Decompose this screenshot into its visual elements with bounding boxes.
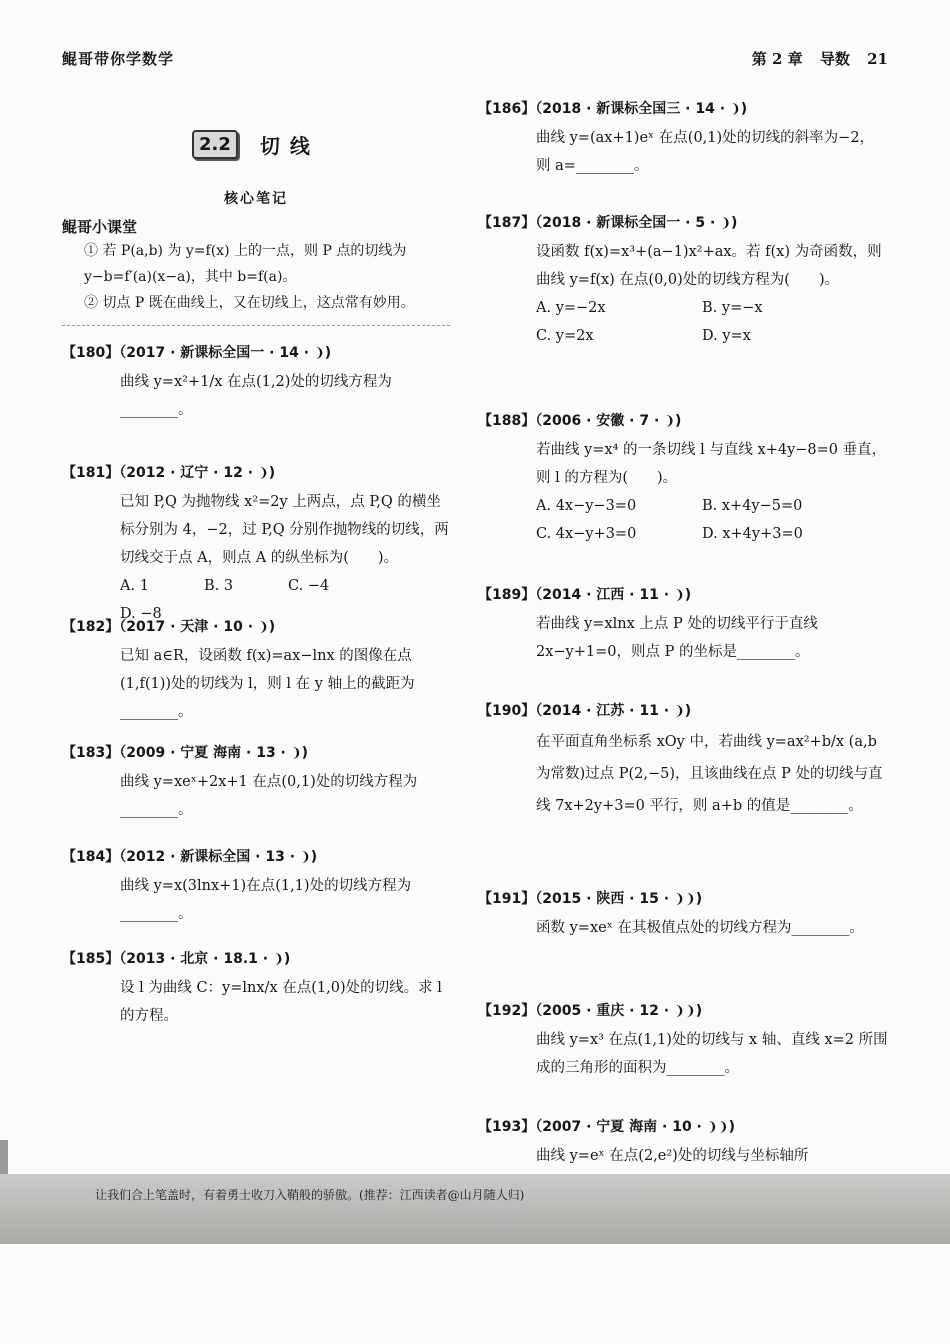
header-chapter-info xyxy=(740,48,888,69)
header-chapter: 第 2 章 xyxy=(751,50,803,68)
problem-186 xyxy=(478,98,888,180)
problem-187 xyxy=(478,212,888,350)
footer-quote: 让我们合上笔盖时，有着勇士收刀入鞘般的骄傲。(推荐：江西读者@山月随人归) xyxy=(95,1188,525,1202)
problem-header: 【189】（2014 · 江西 · 11 · ❩) xyxy=(478,587,692,603)
problem-text: 曲线 y=x²+1/x 在点(1,2)处的切线方程为________。 xyxy=(120,374,392,418)
difficulty-icon: ❩ xyxy=(673,588,685,603)
problem-180 xyxy=(62,342,452,424)
problem-header: 【191】（2015 · 陕西 · 15 · ❩❩) xyxy=(478,891,703,907)
problem-text: 设函数 f(x)=x³+(a−1)x²+ax。若 f(x) 为奇函数，则曲线 y=f(x) 在点(0,0)处的切线方程为( )。 xyxy=(536,244,882,288)
problem-192 xyxy=(478,1000,888,1082)
problem-189 xyxy=(478,584,888,666)
header-topic: 导数 xyxy=(819,50,850,68)
problem-header: 【183】（2009 · 宁夏 海南 · 13 · ❩) xyxy=(62,745,309,761)
difficulty-icon: ❩ xyxy=(272,952,284,967)
problem-text: 已知 P,Q 为抛物线 x²=2y 上两点，点 P,Q 的横坐标分别为 4，−2，过 P,Q 分别作抛物线的切线，两切线交于点 A，则点 A 的纵坐标为( )。 xyxy=(120,494,449,566)
problem-181 xyxy=(62,462,452,628)
options: A. y=−2x B. y=−x C. y=2x D. y=x xyxy=(536,300,763,344)
problem-text: 在平面直角坐标系 xOy 中，若曲线 y=ax²+b/x (a,b 为常数)过点 P(2,−5)，且该曲线在点 P 处的切线与直线 7x+2y+3=0 平行，则 a+b 的值是________。 xyxy=(536,734,883,814)
difficulty-icon: ❩ xyxy=(729,102,741,117)
difficulty-icon: ❩ xyxy=(664,414,676,429)
section-title: 切线 xyxy=(259,134,320,158)
difficulty-icon: ❩❩ xyxy=(673,892,696,907)
problem-header: 【182】（2017 · 天津 · 10 · ❩) xyxy=(62,619,276,635)
difficulty-icon: ❩ xyxy=(290,746,302,761)
note-item-1: ① 若 P(a,b) 为 y=f(x) 上的一点，则 P 点的切线为 y−b=f′(a)(x−a)，其中 b=f(a)。 xyxy=(84,243,407,285)
class-title: 鲲哥小课堂 xyxy=(62,218,138,236)
problem-text: 曲线 y=x³ 在点(1,1)处的切线与 x 轴、直线 x=2 所围成的三角形的面积为________。 xyxy=(536,1032,888,1076)
problem-header: 【180】（2017 · 新课标全国一 · 14 · ❩) xyxy=(62,345,332,361)
difficulty-icon: ❩ xyxy=(257,620,269,635)
problem-183 xyxy=(62,742,452,824)
notes-title: 核心笔记 xyxy=(224,191,288,207)
section-heading xyxy=(192,130,320,159)
problem-text: 曲线 y=xeˣ+2x+1 在点(0,1)处的切线方程为________。 xyxy=(120,774,418,818)
problem-188 xyxy=(478,410,888,548)
problem-text: 曲线 y=eˣ 在点(2,e²)处的切线与坐标轴所 xyxy=(536,1148,809,1164)
divider xyxy=(62,325,450,326)
header-book-title: 鲲哥带你学数学 xyxy=(62,50,175,68)
difficulty-icon: ❩❩ xyxy=(706,1120,729,1135)
footer-band xyxy=(0,1174,950,1244)
options: A. 1 B. 3 C. −4 D. −8 xyxy=(120,578,330,622)
problem-header: 【190】（2014 · 江苏 · 11 · ❩) xyxy=(478,703,692,719)
problem-header: 【184】（2012 · 新课标全国 · 13 · ❩) xyxy=(62,849,318,865)
problem-header: 【193】（2007 · 宁夏 海南 · 10 · ❩❩) xyxy=(478,1119,735,1135)
problem-text: 设 l 为曲线 C：y=lnx/x 在点(1,0)处的切线。求 l 的方程。 xyxy=(120,980,442,1024)
options: A. 4x−y−3=0 B. x+4y−5=0 C. 4x−y+3=0 D. x+4y+3=0 xyxy=(536,498,803,542)
section-number: 2.2 xyxy=(192,130,238,159)
problem-193 xyxy=(478,1116,888,1170)
problem-text: 若曲线 y=x⁴ 的一条切线 l 与直线 x+4y−8=0 垂直，则 l 的方程为( )。 xyxy=(536,442,887,486)
problem-191 xyxy=(478,888,888,942)
difficulty-icon: ❩ xyxy=(313,346,325,361)
problem-header: 【192】（2005 · 重庆 · 12 · ❩❩) xyxy=(478,1003,703,1019)
problem-182 xyxy=(62,616,452,726)
problem-text: 若曲线 y=xlnx 上点 P 处的切线平行于直线 2x−y+1=0，则点 P 的坐标是________。 xyxy=(536,616,818,660)
problem-header: 【188】（2006 · 安徽 · 7 · ❩) xyxy=(478,413,682,429)
problem-header: 【181】（2012 · 辽宁 · 12 · ❩) xyxy=(62,465,276,481)
problem-190 xyxy=(478,700,888,822)
problem-text: 曲线 y=(ax+1)eˣ 在点(0,1)处的切线的斜率为−2，则 a=________。 xyxy=(536,130,875,174)
difficulty-icon: ❩ xyxy=(299,850,311,865)
difficulty-icon: ❩ xyxy=(673,704,685,719)
problem-text: 已知 a∈R，设函数 f(x)=ax−lnx 的图像在点(1,f(1))处的切线为 l，则 l 在 y 轴上的截距为________。 xyxy=(120,648,415,720)
problem-185 xyxy=(62,948,452,1030)
problem-184 xyxy=(62,846,452,928)
problem-header: 【187】（2018 · 新课标全国一 · 5 · ❩) xyxy=(478,215,738,231)
problem-text: 函数 y=xeˣ 在其极值点处的切线方程为________。 xyxy=(536,920,864,936)
difficulty-icon: ❩ xyxy=(257,466,269,481)
problem-text: 曲线 y=x(3lnx+1)在点(1,1)处的切线方程为________。 xyxy=(120,878,412,922)
header-page-number: 21 xyxy=(867,50,888,68)
problem-header: 【186】（2018 · 新课标全国三 · 14 · ❩) xyxy=(478,101,748,117)
difficulty-icon: ❩ xyxy=(720,216,732,231)
note-item-2: ② 切点 P 既在曲线上，又在切线上，这点常有妙用。 xyxy=(84,295,415,311)
difficulty-icon: ❩❩ xyxy=(673,1004,696,1019)
problem-header: 【185】（2013 · 北京 · 18.1 · ❩) xyxy=(62,951,291,967)
